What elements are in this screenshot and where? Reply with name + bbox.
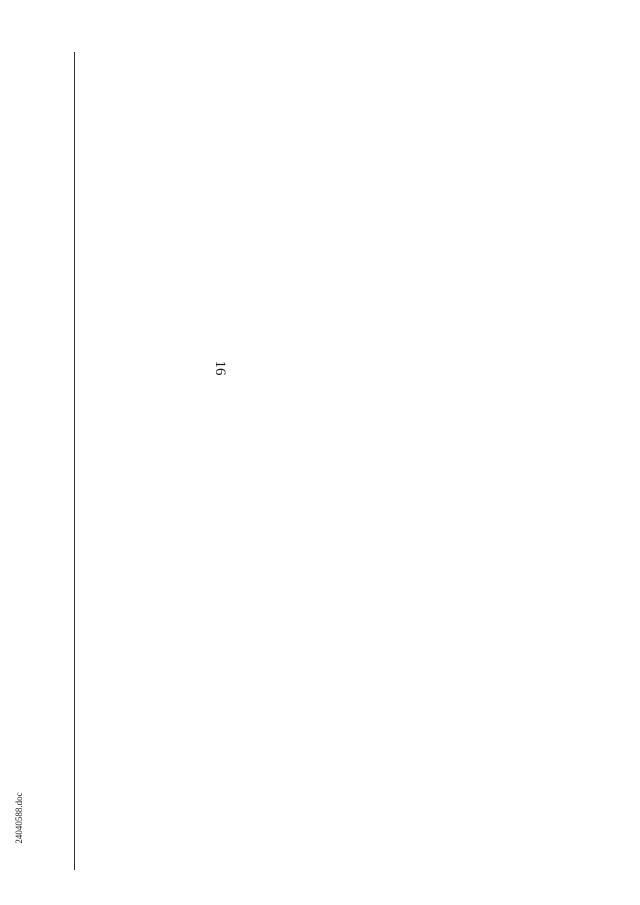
page-number: 16 bbox=[212, 360, 228, 376]
table-left-border bbox=[74, 52, 75, 870]
document-code: 24040588.doc bbox=[14, 792, 24, 844]
table-body-rotated bbox=[508, 0, 640, 424]
table-body bbox=[508, 0, 640, 424]
